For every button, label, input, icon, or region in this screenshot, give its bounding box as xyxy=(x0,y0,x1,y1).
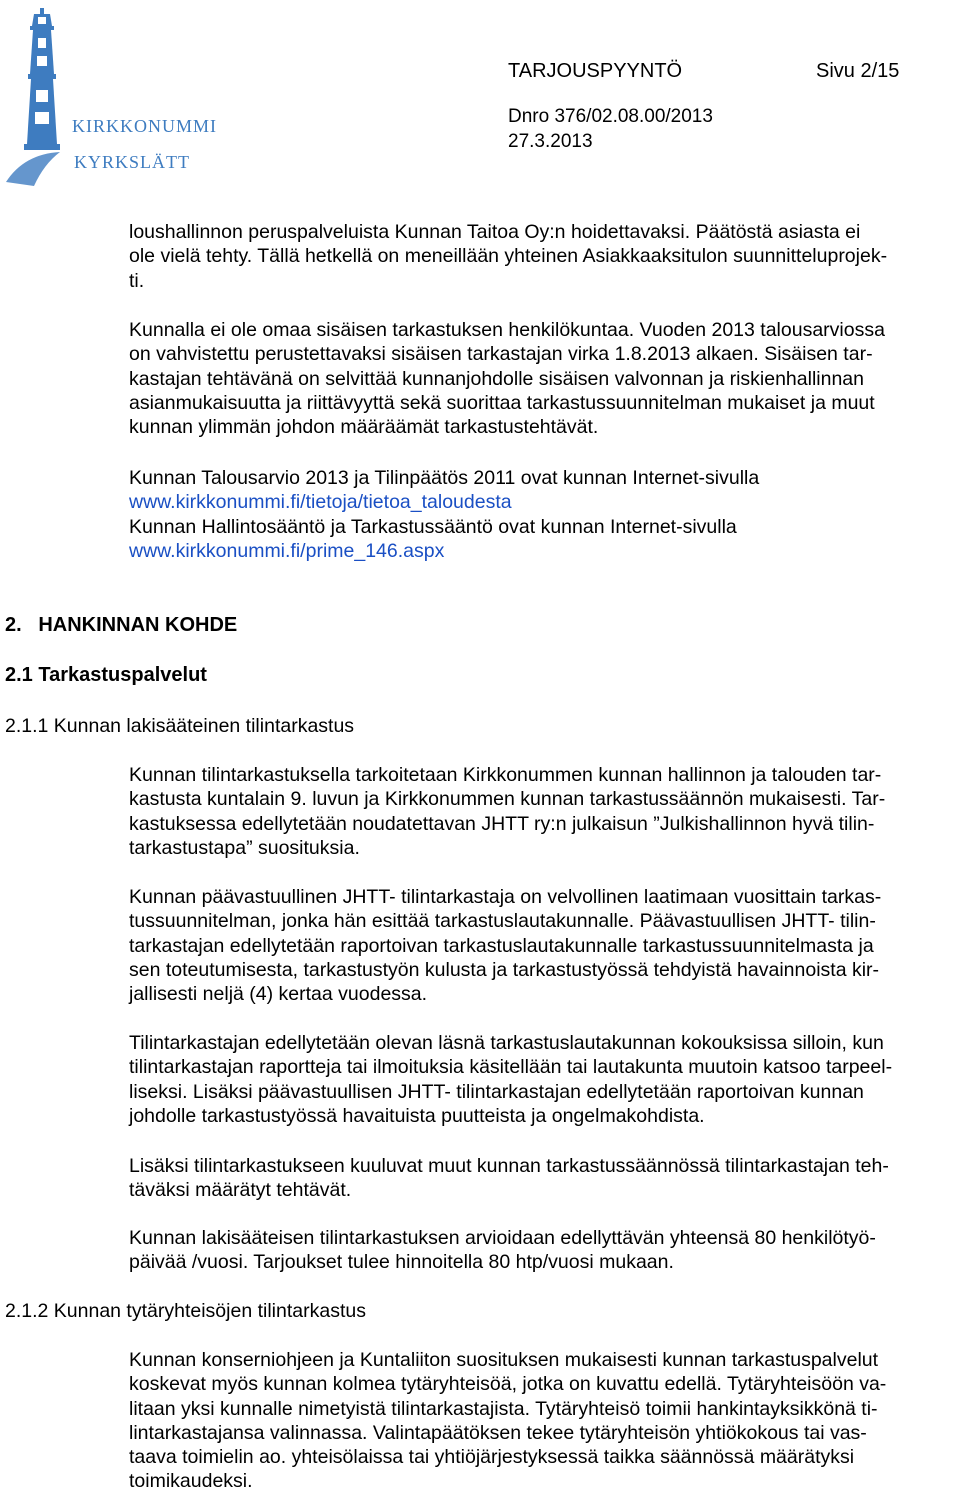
intro-paragraph-1 xyxy=(129,220,955,293)
text-line: kunnan ylimmän johdon määräämät tarkastustehtävät. xyxy=(129,416,599,439)
text-line: Kunnan Hallintosääntö ja Tarkastussääntö ovat kunnan Internet-sivulla xyxy=(129,515,737,538)
text-line: jallisesti neljä (4) kertaa vuodessa. xyxy=(129,983,428,1006)
text-line: tarkastustapa” suosituksia. xyxy=(129,836,360,859)
text-line: Tilintarkastajan edellytetään olevan läsnä tarkastuslautakunnan kokouksissa silloin, kun xyxy=(129,1032,884,1054)
document-title: TARJOUSPYYNTÖ xyxy=(508,60,683,82)
text-line: sen toteutumisesta, tarkastustyön kulusta ja tarkastustyössä tehdyistä havainnoista kir- xyxy=(129,958,880,981)
kirkkonummi-logo xyxy=(4,4,217,194)
text-line: ole vielä tehty. Tällä hetkellä on meneillään yhteinen Asiakkaaksitulon suunnitteluprojek- xyxy=(129,245,888,268)
text-line: Kunnan konserniohjeen ja Kuntaliiton suosituksen mukaisesti kunnan tarkastuspalvelut xyxy=(129,1349,879,1371)
section-heading-2: 2. HANKINNAN KOHDE xyxy=(5,614,238,636)
text-line: liseksi. Lisäksi päävastuullisen JHTT- tilintarkastajan edellytetään raportoivan kunnan xyxy=(129,1080,864,1103)
text-line: tussuunnitelman, jonka hän esittää tarkastuslautakunnalle. Päävastuullisen JHTT- tilin- xyxy=(129,910,876,933)
text-line: Kunnan lakisääteisen tilintarkastuksen arvioidaan edellyttävän yhteensä 80 henkilötyö- xyxy=(129,1227,876,1249)
text-line: lintarkastajansa valinnassa. Valintapäätöksen tekee tytäryhteisön yhtiökokous tai vas- xyxy=(129,1421,867,1444)
text-line: kastusta kuntalain 9. luvun ja Kirkkonummen kunnan tarkastussäännön mukaisesti. Tar- xyxy=(129,788,886,811)
text-line: koskevat myös kunnan kolmea tytäryhteisöä, jotka on kuvattu edellä. Tytäryhteisöön va- xyxy=(129,1373,887,1396)
text-line: päivää /vuosi. Tarjoukset tulee hinnoitella 80 htp/vuosi mukaan. xyxy=(129,1251,674,1274)
text-line: tarkastajan edellytetään raportoivan tarkastuslautakunnalle tarkastussuunnitelmasta ja xyxy=(129,934,874,957)
text-line: Kunnalla ei ole omaa sisäisen tarkastuksen henkilökuntaa. Vuoden 2013 talousarviossa xyxy=(129,319,885,341)
document-number: Dnro 376/02.08.00/2013 xyxy=(508,106,713,127)
text-line: Kunnan Talousarvio 2013 ja Tilinpäätös 2011 ovat kunnan Internet-sivulla xyxy=(129,467,760,489)
section-211-paragraph-2 xyxy=(129,885,955,1006)
intro-paragraph-2 xyxy=(129,318,955,439)
section-211-paragraph-5 xyxy=(129,1226,955,1275)
text-line: loushallinnon peruspalveluista Kunnan Taitoa Oy:n hoidettavaksi. Päätöstä asiasta ei xyxy=(129,221,861,243)
text-line: asianmukaisuutta ja riittävyyttä sekä suorittaa tarkastussuunnitelman mukaiset ja muut xyxy=(129,391,875,414)
section-heading-2-1-1: 2.1.1 Kunnan lakisääteinen tilintarkastus xyxy=(5,715,355,737)
lighthouse-icon xyxy=(4,4,74,194)
text-line: Lisäksi tilintarkastukseen kuuluvat muut kunnan tarkastussäännössä tilintarkastajan teh- xyxy=(129,1155,889,1177)
document-date: 27.3.2013 xyxy=(508,131,593,152)
section-212-paragraph-1 xyxy=(129,1348,955,1494)
section-211-paragraph-4 xyxy=(129,1154,955,1203)
text-line: taava toimielin ao. yhteisölaissa tai yhtiöjärjestyksessä taikka säännössä määrätyksi xyxy=(129,1446,855,1469)
section-211-paragraph-1 xyxy=(129,763,955,860)
logo-name-sv: KYRKSLÄTT xyxy=(74,152,190,172)
section-heading-2-1: 2.1 Tarkastuspalvelut xyxy=(5,664,207,686)
logo-name-fi: KIRKKONUMMI xyxy=(72,116,217,136)
section-heading-2-1-2: 2.1.2 Kunnan tytäryhteisöjen tilintarkastus xyxy=(5,1300,366,1322)
text-line: kastajan tehtävänä on selvittää kunnanjohdolle sisäisen valvonnan ja riskienhallinnan xyxy=(129,367,864,390)
text-line: ti. xyxy=(129,269,145,292)
page-number: Sivu 2/15 xyxy=(816,60,900,82)
text-line: on vahvistettu perustettavaksi sisäisen tarkastajan virka 1.8.2013 alkaen. Sisäisen tar- xyxy=(129,343,873,366)
regulations-link[interactable]: www.kirkkonummi.fi/prime_146.aspx xyxy=(129,539,445,562)
intro-paragraph-3 xyxy=(129,466,955,563)
text-line: kastuksessa edellytetään noudatettavan JHTT ry:n julkaisun ”Julkishallinnon hyvä tilin- xyxy=(129,812,875,835)
text-line: toimikaudeksi. xyxy=(129,1470,253,1493)
text-line: litaan yksi kunnalle nimetyistä tilintarkastajista. Tytäryhteisö toimii hankintayksikkönä ti- xyxy=(129,1397,878,1420)
text-line: johdolle tarkastustyössä havaituista puutteista ja ongelmakohdista. xyxy=(129,1104,705,1127)
text-line: Kunnan tilintarkastuksella tarkoitetaan Kirkkonummen kunnan hallinnon ja talouden tar- xyxy=(129,764,882,786)
text-line: täväksi määrätyt tehtävät. xyxy=(129,1179,352,1202)
section-211-paragraph-3 xyxy=(129,1031,955,1128)
text-line: Kunnan päävastuullinen JHTT- tilintarkastaja on velvollinen laatimaan vuosittain tarkas- xyxy=(129,886,882,908)
budget-link[interactable]: www.kirkkonummi.fi/tietoja/tietoa_taloudesta xyxy=(129,491,512,514)
text-line: tilintarkastajan raportteja tai ilmoituksia käsitellään tai lautakunta muutoin katsoo tarpeel- xyxy=(129,1056,893,1079)
